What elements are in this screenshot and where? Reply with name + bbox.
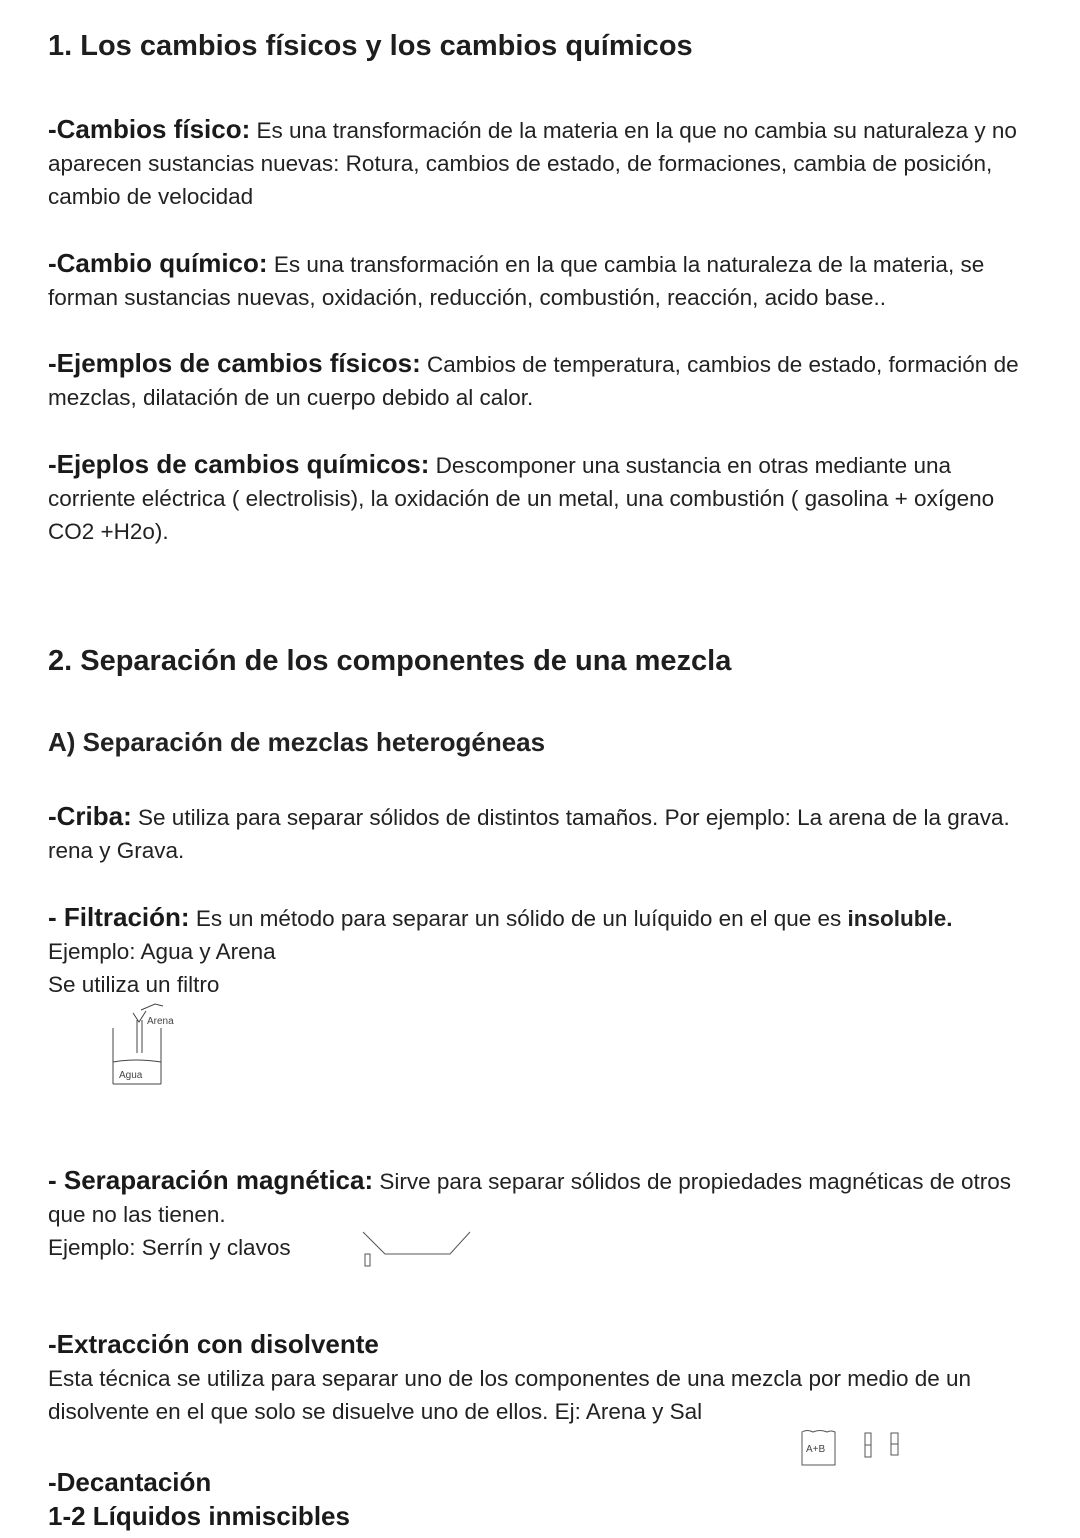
term: - Seraparación magnética: — [48, 1165, 374, 1195]
ejemplos-fisicos — [48, 347, 1030, 414]
sketch-label-agua: Agua — [119, 1070, 143, 1081]
filter-sketch — [105, 998, 185, 1088]
criba — [48, 800, 1030, 867]
example: Ejemplo: Agua y Arena — [48, 939, 276, 964]
definition: Descomponer una sustancia en otras mediante una corriente eléctrica ( electrolisis), la oxidación de un metal, una combustión ( gasolina + oxígeno CO2 +H2o). — [48, 453, 995, 544]
example: Ejemplo: Serrín y clavos — [48, 1235, 291, 1260]
term: -Decantación — [48, 1467, 212, 1497]
subsection-title: A) Separación de mezclas heterogéneas — [48, 727, 546, 757]
separacion-magnetica — [48, 1164, 1030, 1264]
section-1-title: 1. Los cambios físicos y los cambios químicos — [48, 30, 693, 62]
definition: Cambios de temperatura, cambios de estado, formación de mezclas, dilatación de un cuerpo debido al calor. — [48, 352, 1019, 410]
extraccion-disolvente — [48, 1328, 1030, 1428]
ejemplos-quimicos — [48, 448, 1030, 548]
term: -Criba: — [48, 801, 132, 831]
bold-word: insoluble. — [847, 906, 953, 931]
decantacion — [48, 1466, 1030, 1534]
definition: Sirve para separar sólidos de propiedades magnéticas de otros que no las tienen. — [48, 1169, 1011, 1227]
term: -Cambio químico: — [48, 248, 268, 278]
term: - Filtración: — [48, 902, 190, 932]
filtracion — [48, 901, 1030, 1001]
definition: Es una transformación de la materia en la que no cambia su naturaleza y no aparecen sustancias nuevas: Rotura, cambios de estado, de formaciones, cambia de posición, cambio de velocidad — [48, 118, 1017, 209]
def-cambio-quimico — [48, 247, 1030, 314]
definition: Esta técnica se utiliza para separar uno de los componentes de una mezcla por medio de un disolvente en el que solo se disuelve uno de ellos. Ej: Arena y Sal — [48, 1366, 972, 1424]
sketch-label-ab: A+B — [806, 1444, 826, 1455]
extraction-sketch — [795, 1425, 915, 1470]
term: -Cambios físico: — [48, 114, 251, 144]
term: -Ejeplos de cambios químicos: — [48, 449, 430, 479]
subitem: 1-2 Líquidos inmiscibles — [48, 1501, 350, 1531]
note: Se utiliza un filtro — [48, 972, 220, 997]
definition: Es un método para separar un sólido de un luíquido en el que es — [189, 906, 848, 931]
magnet-sketch — [355, 1228, 480, 1273]
definition: Se utiliza para separar sólidos de distintos tamaños. Por ejemplo: La arena de la grava. rena y Grava. — [48, 805, 1010, 863]
term: -Extracción con disolvente — [48, 1329, 379, 1359]
term: -Ejemplos de cambios físicos: — [48, 348, 421, 378]
def-cambio-fisico — [48, 113, 1030, 213]
sketch-label-arena: Arena — [147, 1016, 174, 1027]
definition: Es una transformación en la que cambia la naturaleza de la materia, se forman sustancias nuevas, oxidación, reducción, combustión, reacción, acido base.. — [48, 252, 985, 310]
section-2-title: 2. Separación de los componentes de una mezcla — [48, 645, 732, 677]
